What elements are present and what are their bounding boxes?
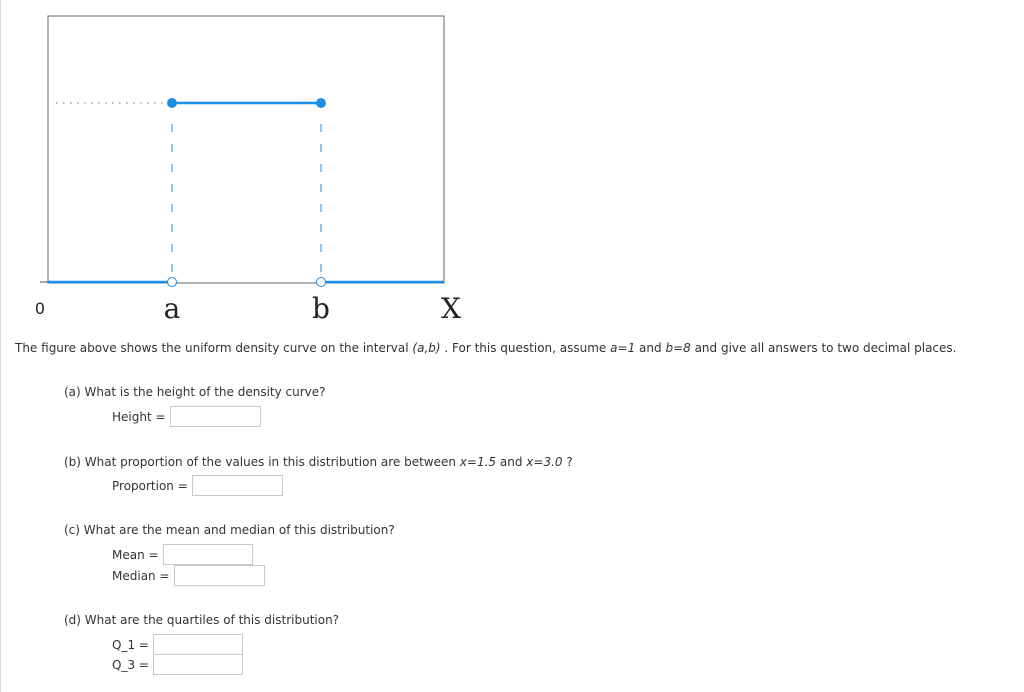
question-b-prompt — [64, 455, 573, 469]
x1-math: x=1.5 — [459, 455, 497, 469]
q1-input[interactable] — [153, 634, 243, 655]
proportion-row — [112, 475, 283, 496]
intro-part: and give all answers to two decimal places. — [694, 341, 957, 355]
q1-row — [112, 634, 243, 655]
point-a-open — [168, 278, 177, 287]
tick-zero: 0 — [34, 299, 46, 318]
q3-row — [112, 654, 243, 675]
median-input[interactable] — [174, 565, 265, 586]
intro-part: The figure above shows the uniform density curve on the interval — [15, 341, 409, 355]
a-value-math: a=1 — [610, 341, 636, 355]
question-a-prompt: (a) What is the height of the density curve? — [64, 385, 326, 399]
intro-text — [15, 341, 956, 355]
height-row — [112, 406, 261, 427]
height-input[interactable] — [170, 406, 261, 427]
q3-label: Q_3 = — [112, 657, 149, 672]
mean-label: Mean = — [112, 547, 159, 562]
question-d-prompt: (d) What are the quartiles of this distribution? — [64, 613, 340, 627]
mean-row — [112, 544, 253, 565]
point-b-filled — [316, 98, 326, 108]
q3-input[interactable] — [153, 654, 243, 675]
intro-part: . For this question, assume — [444, 341, 607, 355]
uniform-density-figure — [0, 0, 470, 330]
mean-input[interactable] — [163, 544, 253, 565]
label-b: b — [312, 292, 330, 325]
question-c-prompt: (c) What are the mean and median of this distribution? — [64, 523, 395, 537]
x2-math: x=3.0 — [526, 455, 563, 469]
intro-part: and — [639, 341, 662, 355]
height-label: Height = — [112, 409, 166, 424]
median-row — [112, 565, 265, 586]
interval-math: (a,b) — [412, 341, 441, 355]
label-a: a — [163, 292, 181, 325]
question-b-text: ? — [566, 455, 573, 469]
q1-label: Q_1 = — [112, 637, 149, 652]
question-b-text: and — [499, 455, 523, 469]
proportion-label: Proportion = — [112, 478, 188, 493]
median-label: Median = — [112, 568, 170, 583]
point-b-open — [317, 278, 326, 287]
question-b-text: (b) What proportion of the values in this distribution are between — [64, 455, 456, 469]
plot-frame — [48, 16, 444, 283]
point-a-filled — [167, 98, 177, 108]
label-x: X — [441, 292, 461, 325]
b-value-math: b=8 — [665, 341, 691, 355]
proportion-input[interactable] — [192, 475, 283, 496]
